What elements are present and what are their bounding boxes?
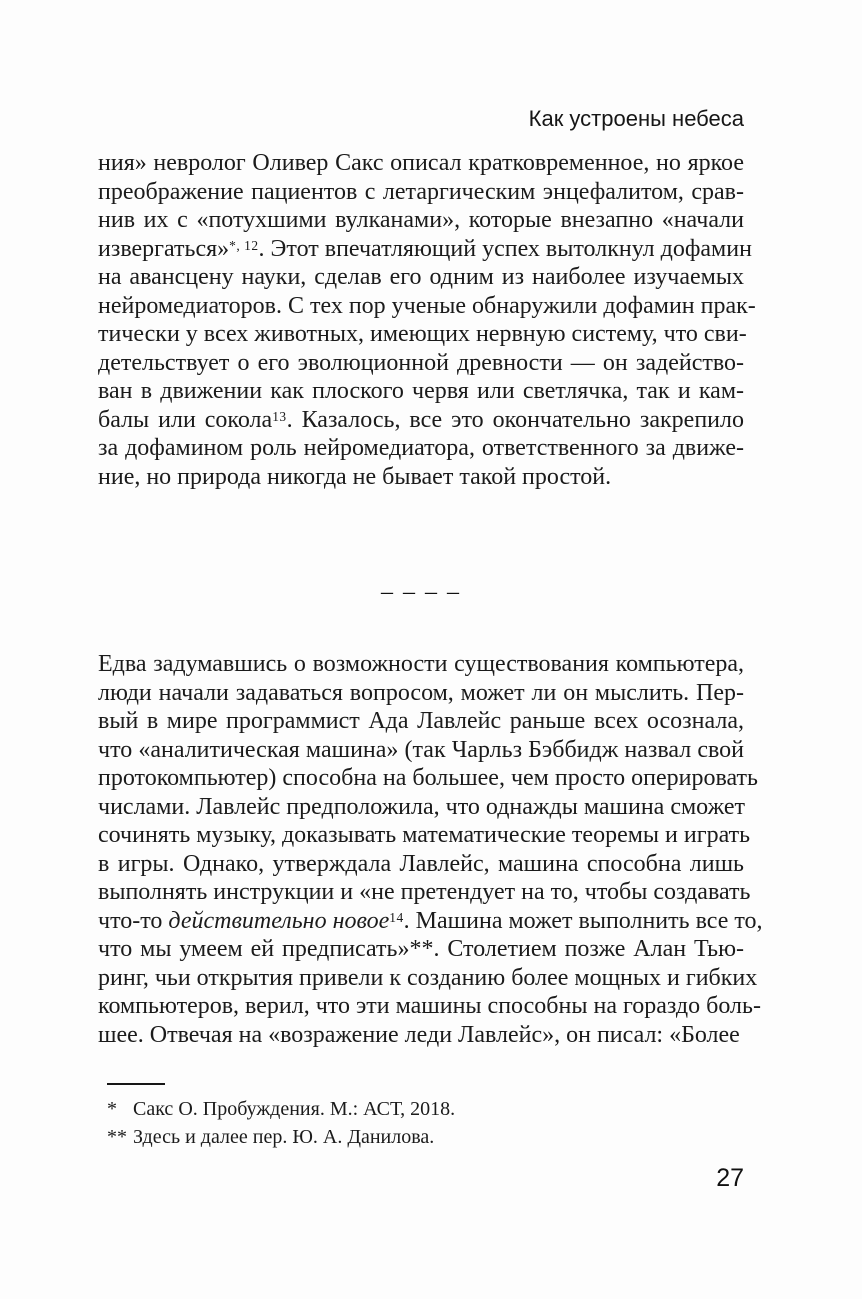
text-line: протокомпьютер) способна на большее, чем просто оперировать	[98, 765, 758, 791]
text-line: нейромедиаторов. С тех пор ученые обнаружили дофамин прак-	[98, 292, 756, 319]
footnote-item	[98, 1124, 744, 1152]
text-line: балы или сокола$^{13}$. Казалось, все это окончательно закрепило	[98, 406, 744, 433]
paragraph-lovelace	[98, 650, 763, 1049]
footnote-marker: *	[107, 1098, 117, 1120]
footnote-text: Сакс О. Пробуждения. М.: АСТ, 2018.	[133, 1098, 456, 1120]
text-line: нив их с «потухшими вулканами», которые внезапно «начали	[98, 207, 744, 233]
text-line: вый в мире программист Ада Лавлейс раньше всех осознала,	[98, 708, 744, 734]
text-line: детельствует о его эволюционной древности — он задейство-	[98, 349, 744, 376]
text-line: компьютеров, верил, что эти машины способны на гораздо боль-	[98, 993, 761, 1019]
text-line: что мы умеем ей предписать»**. Столетием позже Алан Тью-	[98, 936, 744, 962]
section-break-dashes: – – – –	[381, 579, 461, 605]
footnote-item	[98, 1096, 744, 1124]
text-line: преображение пациентов с летаргическим энцефалитом, срав-	[98, 178, 744, 205]
text-line: в игры. Однако, утверждала Лавлейс, машина способна лишь	[98, 850, 744, 877]
footnotes-block	[98, 1096, 744, 1151]
text-line: что «аналитическая машина» (так Чарльз Бэббидж назвал свой	[98, 736, 744, 763]
text-line: шее. Отвечая на «возражение леди Лавлейс», он писал: «Более	[98, 1021, 740, 1048]
text-line: ния» невролог Оливер Сакс описал кратковременное, но яркое	[98, 150, 744, 176]
text-line: ринг, чьи открытия привели к созданию более мощных и гибких	[98, 964, 758, 991]
footnote-text: Здесь и далее пер. Ю. А. Данилова.	[133, 1125, 435, 1148]
footnote-marker: **	[107, 1125, 127, 1148]
page-number: 27	[716, 1164, 744, 1192]
running-head: Как устроены небеса	[528, 106, 744, 131]
text-line: извергаться»$^{*, 12}$. Этот впечатляющий успех вытолкнул дофамин	[98, 235, 752, 262]
text-line: за дофамином роль нейромедиатора, ответственного за движе-	[98, 435, 744, 461]
text-line: на авансцену науки, сделав его одним из наиболее изучаемых	[98, 264, 744, 290]
text-line: Едва задумавшись о возможности существования компьютера,	[98, 651, 744, 677]
text-line: люди начали задаваться вопросом, может ли он мыслить. Пер-	[98, 679, 744, 706]
text-line: что-то действительно новое$^{14}$. Машина может выполнить все то,	[98, 907, 763, 934]
text-line: ние, но природа никогда не бывает такой простой.	[98, 463, 612, 490]
text-line: числами. Лавлейс предположила, что однажды машина сможет	[98, 793, 745, 820]
paragraph-dopamine	[98, 149, 756, 491]
text-line: тически у всех животных, имеющих нервную систему, что сви-	[98, 321, 747, 347]
text-line: сочинять музыку, доказывать математические теоремы и играть	[98, 822, 751, 848]
footnote-divider	[107, 1083, 165, 1085]
text-line: выполнять инструкции и «не претендует на то, чтобы создавать	[98, 879, 751, 905]
text-line: ван в движении как плоского червя или светлячка, так и кам-	[98, 378, 744, 404]
